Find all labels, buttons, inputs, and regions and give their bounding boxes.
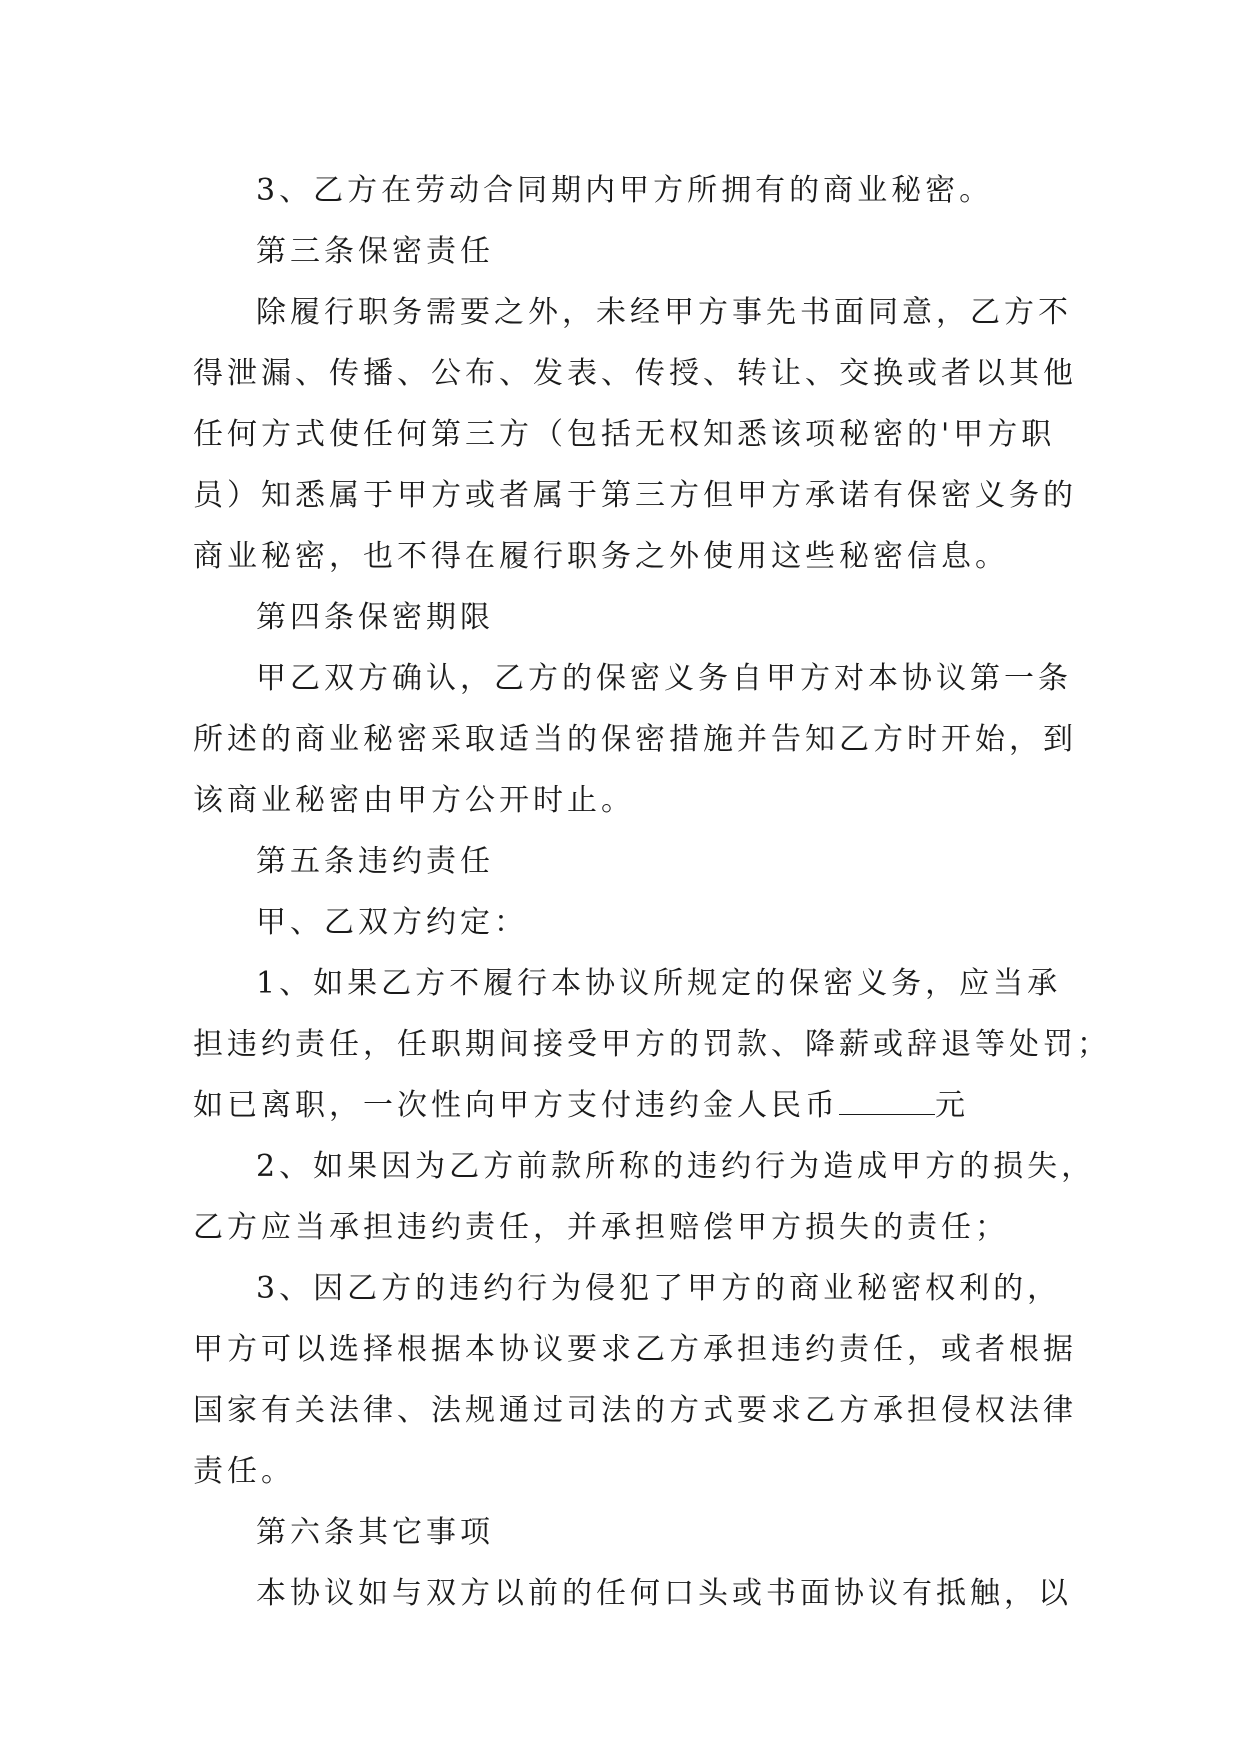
text-line: 商业秘密，也不得在履行职务之外使用这些秘密信息。 bbox=[193, 539, 1009, 574]
article-5-item-3 bbox=[193, 1258, 1077, 1502]
text-line: 甲、乙双方约定： bbox=[256, 905, 528, 940]
text-line: 除履行职务需要之外，未经甲方事先书面同意，乙方不 bbox=[256, 295, 1072, 330]
article-4-body bbox=[193, 648, 1077, 831]
article-6-heading bbox=[193, 1502, 1053, 1563]
article-3-body bbox=[193, 282, 1077, 587]
text-line: 第五条违约责任 bbox=[256, 844, 494, 879]
text-line: 得泄漏、传播、公布、发表、传授、转让、交换或者以其他 bbox=[193, 356, 1077, 391]
unit-text: 元 bbox=[935, 1088, 969, 1123]
article-3-heading bbox=[193, 221, 1053, 282]
text-line: 所述的商业秘密采取适当的保密措施并告知乙方时开始，到 bbox=[193, 722, 1077, 757]
text-line: 乙方应当承担违约责任，并承担赔偿甲方损失的责任； bbox=[193, 1210, 1009, 1245]
text-line: 责任。 bbox=[193, 1454, 295, 1489]
article-5-item-1 bbox=[193, 953, 1111, 1136]
text-line: 第四条保密期限 bbox=[256, 600, 494, 635]
article-5-item-2 bbox=[193, 1136, 1096, 1258]
text-line: 员）知悉属于甲方或者属于第三方但甲方承诺有保密义务的 bbox=[193, 478, 1077, 513]
text-line: 甲方可以选择根据本协议要求乙方承担违约责任，或者根据 bbox=[193, 1332, 1077, 1367]
text-line: 国家有关法律、法规通过司法的方式要求乙方承担侵权法律 bbox=[193, 1393, 1077, 1428]
article-5-heading bbox=[193, 831, 1053, 892]
text-line: 第三条保密责任 bbox=[256, 234, 494, 269]
text-line: 2、如果因为乙方前款所称的违约行为造成甲方的损失， bbox=[256, 1149, 1096, 1184]
text-line: 甲乙双方确认，乙方的保密义务自甲方对本协议第一条 bbox=[256, 661, 1072, 696]
text-line: 第六条其它事项 bbox=[256, 1515, 494, 1550]
text-line: 本协议如与双方以前的任何口头或书面协议有抵触，以 bbox=[256, 1576, 1072, 1611]
article-5-intro bbox=[193, 892, 1053, 953]
clause-item-3 bbox=[193, 160, 1053, 221]
text-line: 3、因乙方的违约行为侵犯了甲方的商业秘密权利的， bbox=[256, 1271, 1062, 1306]
text-segment: 如已离职，一次性向甲方支付违约金人民币 bbox=[193, 1088, 839, 1123]
text-line: 担违约责任，任职期间接受甲方的罚款、降薪或辞退等处罚； bbox=[193, 1027, 1111, 1062]
document-body bbox=[193, 160, 1111, 1624]
text-line: 1、如果乙方不履行本协议所规定的保密义务，应当承 bbox=[256, 966, 1062, 1001]
article-4-heading bbox=[193, 587, 1053, 648]
text-line bbox=[193, 1075, 1053, 1136]
text-line: 3、乙方在劳动合同期内甲方所拥有的商业秘密。 bbox=[256, 173, 994, 208]
article-6-body bbox=[193, 1563, 1072, 1624]
fill-in-blank[interactable] bbox=[839, 1090, 935, 1115]
text-line: 该商业秘密由甲方公开时止。 bbox=[193, 783, 635, 818]
text-line: 任何方式使任何第三方（包括无权知悉该项秘密的'甲方职 bbox=[193, 417, 1056, 452]
